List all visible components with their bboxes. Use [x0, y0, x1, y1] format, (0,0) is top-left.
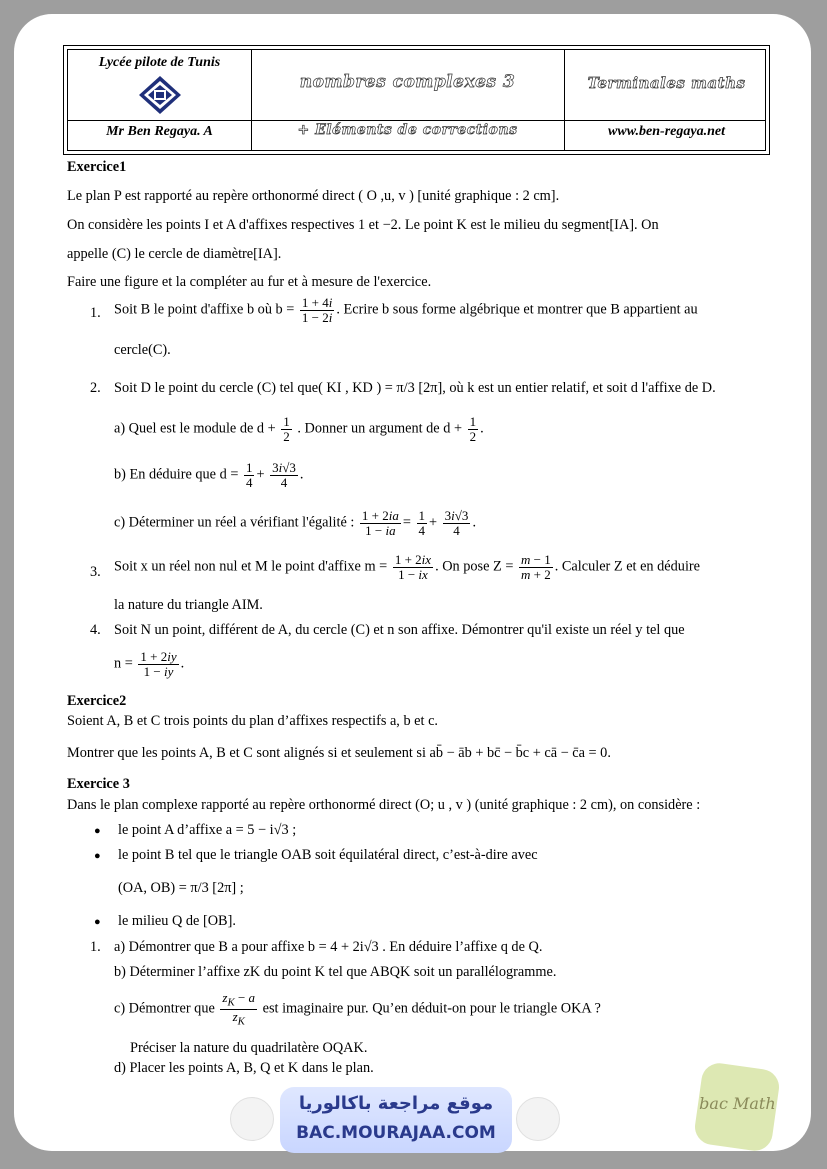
fraction: $\frac{z_K - a}{z_K}$ — [222, 990, 256, 1028]
ex1-q4-text: n = — [114, 655, 133, 672]
ex1-q2c-text: c) Déterminer un réel a vérifiant l'égalité : — [114, 514, 355, 531]
fraction: $\frac{m - 1}{m + 2}$ — [521, 552, 551, 582]
ex2-line1: Soient A, B et C trois points du plan d’affixes respectifs a, b et c. — [67, 713, 438, 729]
fraction: $\frac{3i√3}{4}$ — [272, 460, 296, 490]
ex1-line2: On considère les points I et A d'affixes respectives 1 et −2. Le point K est le milieu du segment[IA]. On — [67, 217, 659, 233]
left-logo-icon — [230, 1097, 274, 1141]
ex1-q2: Soit D le point du cercle (C) tel que( KI , KD ) = π/3 [2π], où k est un entier relatif, et soit d l'affixe de D. — [114, 380, 716, 396]
question-number: 1. — [90, 939, 101, 955]
ex3-q1c-text: c) Démontrer que — [114, 1000, 215, 1017]
badge-site: BAC.MOURAJAA.COM — [296, 1123, 496, 1143]
ex1-q3-text3: . Calculer Z et en déduire — [554, 558, 701, 575]
question-number: 1. — [90, 305, 101, 321]
ex1-line1: Le plan P est rapporté au repère orthonormé direct ( O ,u, v ) [unité graphique : 2 cm]. — [67, 188, 560, 204]
question-number: 3. — [90, 564, 101, 580]
ex3-q1d: d) Placer les points A, B, Q et K dans le plan. — [114, 1060, 374, 1076]
ex3-q1a: a) Démontrer que B a pour affixe b = 4 + 2i√3 . En déduire l’affixe q de Q. — [114, 939, 543, 955]
ex3-q1c-line2: Préciser la nature du quadrilatère OQAK. — [130, 1040, 368, 1056]
bac-math-logo — [693, 1061, 782, 1153]
question-number: 2. — [90, 380, 101, 396]
fraction: $\frac{1 + 2iy}{1 - iy}$ — [140, 649, 177, 679]
ex1-q3-text2: . On pose Z = — [435, 558, 514, 575]
ex1-q4: Soit N un point, différent de A, du cercle (C) et n son affixe. Démontrer qu'il existe un réel y tel que — [114, 622, 685, 638]
corrections-subtitle: + Eléments de corrections — [297, 122, 518, 138]
ex1-q3-text: Soit x un réel non nul et M le point d'affixe m = — [114, 558, 388, 575]
exercise1-title: Exercice1 — [67, 159, 127, 175]
school-name: Lycée pilote de Tunis — [98, 55, 221, 70]
site-badge[interactable] — [280, 1087, 512, 1153]
ex1-q2c: c) Déterminer un réel a vérifiant l'égalité : $\frac{1 + 2ia}{1 - ia}$ = $\frac{1}{4}$ + $\frac{3i√3}{4}$ . — [114, 508, 477, 538]
ex1-q3 — [114, 553, 700, 581]
ex3-q1c-text2: est imaginaire pur. Qu’en déduit-on pour le triangle OKA ? — [262, 1000, 601, 1017]
ex1-q1-end: cercle(C). — [114, 342, 171, 358]
ex3-q1b: b) Déterminer l’affixe zK du point K tel que ABQK soit un parallélogramme. — [114, 964, 557, 980]
ex1-q2b: b) En déduire que d = $\frac{1}{4}$ + $\frac{3i√3}{4}$ . — [114, 460, 304, 490]
ex3-line1: Dans le plan complexe rapporté au repère orthonormé direct (O; u , v ) (unité graphique : 2 cm), on considère : — [67, 797, 701, 813]
bullet-icon: ● — [94, 916, 101, 928]
ex3-bullet3: le milieu Q de [OB]. — [118, 913, 236, 929]
ex2-line2: Montrer que les points A, B et C sont alignés si et seulement si ab̄ − āb + bc̄ − b̄c + cā − c̄a = 0. — [67, 745, 611, 761]
ex1-line4: Faire une figure et la compléter au fur et à mesure de l'exercice. — [67, 274, 432, 290]
bullet-icon: ● — [94, 825, 101, 837]
ex1-line3: appelle (C) le cercle de diamètre[IA]. — [67, 246, 282, 262]
ex3-q1c — [114, 991, 601, 1028]
ex1-q2a-text: a) Quel est le module de d + — [114, 420, 276, 437]
ex1-q4-formula: n = $\frac{1 + 2iy}{1 - iy}$ . — [114, 649, 185, 679]
website-link[interactable]: www.ben-regaya.net — [608, 124, 725, 139]
fraction: $\frac{1 + 2ia}{1 - ia}$ — [361, 508, 399, 538]
class-level: Terminales maths — [587, 74, 746, 92]
right-logo-icon — [516, 1097, 560, 1141]
fraction: $\frac{1}{2}$ — [283, 414, 290, 444]
fraction: $\frac{3i√3}{4}$ — [444, 508, 469, 538]
fraction: $\frac{1 + 4i}{1 - 2i}$ — [301, 295, 333, 325]
badge-arabic: موقع مراجعة باكالوريا — [298, 1093, 494, 1114]
ex1-q1-text2: . Ecrire b sous forme algébrique et montrer que B appartient au — [336, 301, 698, 318]
fraction: $\frac{1}{2}$ — [469, 414, 477, 444]
fraction: $\frac{1}{4}$ — [418, 508, 426, 538]
question-number: 4. — [90, 622, 101, 638]
school-logo — [138, 75, 182, 115]
ex3-bullet2: le point B tel que le triangle OAB soit équilatéral direct, c’est-à-dire avec — [118, 847, 538, 863]
fraction: $\frac{1 + 2ix}{1 - ix}$ — [394, 552, 432, 582]
ex1-q2b-text: b) En déduire que d = — [114, 466, 239, 483]
exercise2-title: Exercice2 — [67, 693, 127, 709]
ex1-q1-text: Soit B le point d'affixe b où b = — [114, 301, 295, 318]
bac-math-label: bac Math — [699, 1094, 776, 1114]
teacher-name: Mr Ben Regaya. A — [106, 124, 213, 139]
ex1-q3-end: la nature du triangle AIM. — [114, 597, 263, 613]
ex1-q2a-text2: . Donner un argument de d + — [297, 420, 463, 437]
exercise3-title: Exercice 3 — [67, 776, 130, 792]
header-table — [63, 45, 770, 155]
ex1-q2a: a) Quel est le module de d + $\frac{1}{2}$ . Donner un argument de d + $\frac{1}{2}$ . — [114, 414, 484, 444]
bullet-icon: ● — [94, 850, 101, 862]
ex1-q1 — [114, 296, 698, 324]
topic-title: nombres complexes 3 — [299, 72, 516, 92]
ex3-bullet2-formula: (OA, OB) = π/3 [2π] ; — [118, 880, 244, 896]
ex3-bullet1: le point A d’affixe a = 5 − i√3 ; — [118, 822, 297, 838]
fraction: $\frac{1}{4}$ — [245, 460, 253, 490]
